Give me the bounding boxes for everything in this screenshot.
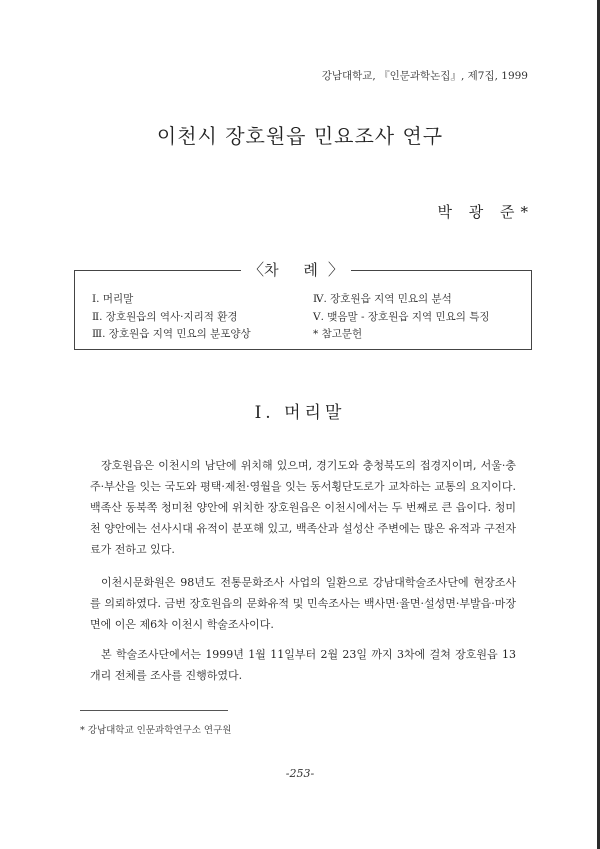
toc-heading xyxy=(241,258,351,282)
journal-citation: 강남대학교, 『인문과학논집』, 제7집, 1999 xyxy=(321,70,528,82)
page-number: -253- xyxy=(285,767,315,780)
footnote-divider xyxy=(80,710,228,711)
toc-left-column xyxy=(92,291,251,344)
toc-item: * 참고문헌 xyxy=(313,328,363,340)
toc-bracket-right: 〉 xyxy=(327,260,344,279)
author-name: 박 광 준* xyxy=(437,203,534,221)
toc-item: Ⅴ. 맺음말 - 장호원읍 지역 민요의 특징 xyxy=(313,310,490,323)
body-paragraph: 이천시문화원은 98년도 전통문화조사 사업의 일환으로 강남대학술조사단에 현장조사를 의뢰하였다. 금번 장호원읍의 문화유적 및 민속조사는 백사면·율면·설성면·부발읍·마장면에 이은 제6차 이천시 학술조사이다. xyxy=(90,576,516,631)
toc-heading-label: 차 례 xyxy=(264,261,328,279)
body-paragraph: 장호원읍은 이천시의 남단에 위치해 있으며, 경기도와 충청북도의 접경지이며, 서울·충주·부산을 잇는 국도와 평택·제천·영월을 잇는 동서횡단도로가 교차하는 교통의 요지이다. 백족산 동북쪽 청미천 양안에 위치한 장호원읍은 이천시에서는 두 번째로 큰 읍이다. 청미천 양안에는 선사시대 유적이 분포해 있고, 백족산과 설성산 주변에는 많은 유적과 구전자료가 전하고 있다. xyxy=(90,459,516,556)
toc-right-column xyxy=(313,291,490,344)
paper-title: 이천시 장호원읍 민요조사 연구 xyxy=(156,124,444,148)
toc-bracket-left: 〈 xyxy=(248,260,265,279)
toc-item: Ⅳ. 장호원읍 지역 민요의 분석 xyxy=(313,293,452,305)
toc-item: Ⅰ. 머리말 xyxy=(92,293,134,305)
toc-item: Ⅱ. 장호원읍의 역사·지리적 환경 xyxy=(92,310,238,323)
section-heading: Ⅰ. 머리말 xyxy=(254,403,346,423)
toc-item: Ⅲ. 장호원읍 지역 민요의 분포양상 xyxy=(92,328,251,340)
body-paragraph: 본 학술조사단에서는 1999년 1월 11일부터 2월 23일 까지 3차에 걸쳐 장호원읍 13개리 전체를 조사를 진행하였다. xyxy=(90,648,516,682)
footnote: * 강남대학교 인문과학연구소 연구원 xyxy=(80,725,232,736)
